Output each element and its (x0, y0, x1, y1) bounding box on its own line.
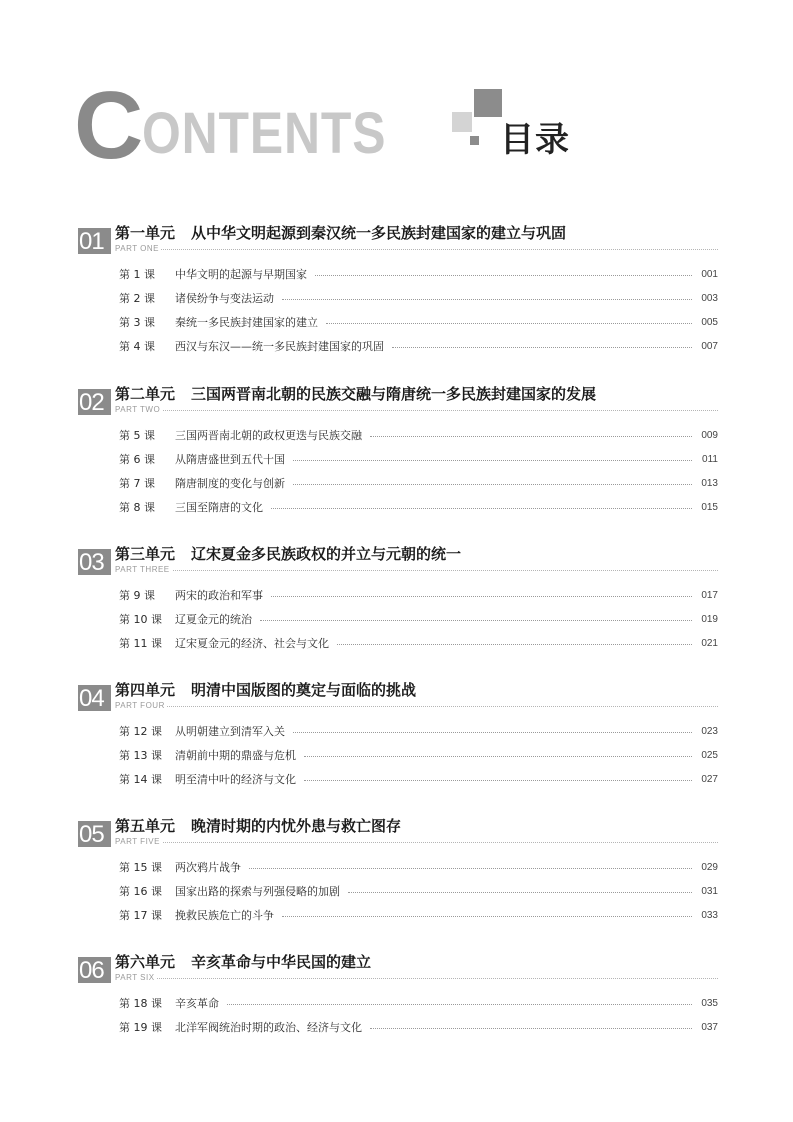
lesson-title: 辽夏金元的统治 (175, 613, 252, 626)
lesson-number: 第 10 课 (119, 613, 162, 626)
lesson-row[interactable] (119, 447, 718, 471)
lesson-row[interactable] (119, 583, 718, 607)
lesson-row[interactable] (119, 991, 718, 1015)
unit-part-label: PART FIVE (115, 837, 160, 846)
lesson-title: 北洋军阀统治时期的政治、经济与文化 (175, 1021, 362, 1034)
unit-part-line (115, 244, 718, 256)
dot-leader (370, 1028, 692, 1029)
lesson-list (119, 855, 718, 927)
lesson-page-number: 005 (701, 316, 718, 328)
lesson-page-number: 021 (701, 637, 718, 649)
lesson-title: 辽宋夏金元的经济、社会与文化 (175, 637, 329, 650)
dot-leader (315, 275, 692, 276)
lesson-title: 隋唐制度的变化与创新 (175, 477, 285, 490)
dotted-divider (115, 842, 718, 843)
unit-title-ordinal: 第五单元 (115, 817, 176, 835)
dot-leader (337, 644, 692, 645)
lesson-page-number: 015 (701, 501, 718, 513)
lesson-page-number: 025 (701, 749, 718, 761)
lesson-row[interactable] (119, 719, 718, 743)
dot-leader (370, 436, 692, 437)
lesson-page-number: 031 (701, 885, 718, 897)
contents-letter-c: C (74, 72, 142, 179)
unit-number-badge: 01 (78, 228, 111, 254)
dot-leader (282, 916, 692, 917)
lesson-number: 第 5 课 (119, 429, 155, 442)
lesson-page-number: 013 (701, 477, 718, 489)
lesson-title: 挽救民族危亡的斗争 (175, 909, 274, 922)
lesson-page-number: 023 (701, 725, 718, 737)
dotted-divider (115, 249, 718, 250)
lesson-list (119, 583, 718, 655)
unit-part-line (115, 837, 718, 849)
lesson-list (119, 262, 718, 358)
lesson-row[interactable] (119, 286, 718, 310)
contents-letters: ONTENTS (142, 101, 387, 166)
unit-number-badge: 02 (78, 389, 111, 415)
unit-title-ordinal: 第四单元 (115, 681, 176, 699)
lesson-number: 第 2 课 (119, 292, 155, 305)
unit-title[interactable] (115, 543, 461, 565)
unit-number-badge: 05 (78, 821, 111, 847)
lesson-title: 中华文明的起源与早期国家 (175, 268, 307, 281)
lesson-page-number: 033 (701, 909, 718, 921)
lesson-row[interactable] (119, 262, 718, 286)
dot-leader (293, 732, 692, 733)
lesson-list (119, 991, 718, 1039)
lesson-number: 第 4 课 (119, 340, 155, 353)
lesson-title: 辛亥革命 (175, 997, 219, 1010)
dotted-divider (115, 978, 718, 979)
unit-title-text: 明清中国版图的奠定与面临的挑战 (191, 681, 417, 699)
lesson-number: 第 16 课 (119, 885, 162, 898)
lesson-title: 从隋唐盛世到五代十国 (175, 453, 285, 466)
unit-number-badge: 04 (78, 685, 111, 711)
dot-leader (304, 756, 692, 757)
unit-title-text: 晚清时期的内忧外患与救亡图存 (191, 817, 402, 835)
lesson-page-number: 029 (701, 861, 718, 873)
lesson-page-number: 003 (701, 292, 718, 304)
unit-title[interactable] (115, 951, 371, 973)
dot-leader (271, 508, 692, 509)
lesson-title: 诸侯纷争与变法运动 (175, 292, 274, 305)
dot-leader (304, 780, 692, 781)
page-title: 目录 (500, 120, 570, 160)
lesson-row[interactable] (119, 767, 718, 791)
decor-square-large (474, 89, 502, 117)
unit-title-text: 辛亥革命与中华民国的建立 (191, 953, 372, 971)
lesson-number: 第 11 课 (119, 637, 162, 650)
unit-part-label: PART SIX (115, 973, 155, 982)
unit-title-text: 辽宋夏金多民族政权的并立与元朝的统一 (191, 545, 462, 563)
dot-leader (249, 868, 692, 869)
unit-title-text: 三国两晋南北朝的民族交融与隋唐统一多民族封建国家的发展 (191, 385, 597, 403)
lesson-title: 两次鸦片战争 (175, 861, 241, 874)
lesson-title: 国家出路的探索与列强侵略的加剧 (175, 885, 340, 898)
lesson-number: 第 7 课 (119, 477, 155, 490)
lesson-page-number: 027 (701, 773, 718, 785)
lesson-title: 两宋的政治和军事 (175, 589, 263, 602)
lesson-number: 第 6 课 (119, 453, 155, 466)
unit-part-label: PART THREE (115, 565, 170, 574)
lesson-list (119, 423, 718, 519)
unit-part-line (115, 405, 718, 417)
dotted-divider (115, 570, 718, 571)
unit-number-badge: 03 (78, 549, 111, 575)
lesson-number: 第 13 课 (119, 749, 162, 762)
dot-leader (392, 347, 692, 348)
dot-leader (293, 484, 692, 485)
unit-part-line (115, 701, 718, 713)
lesson-number: 第 19 课 (119, 1021, 162, 1034)
lesson-title: 清朝前中期的鼎盛与危机 (175, 749, 296, 762)
unit-title[interactable] (115, 815, 401, 837)
lesson-row[interactable] (119, 310, 718, 334)
lesson-page-number: 037 (701, 1021, 718, 1033)
lesson-number: 第 17 课 (119, 909, 162, 922)
unit-part-line (115, 565, 718, 577)
lesson-page-number: 001 (701, 268, 718, 280)
lesson-title: 从明朝建立到清军入关 (175, 725, 285, 738)
lesson-title: 明至清中叶的经济与文化 (175, 773, 296, 786)
lesson-title: 秦统一多民族封建国家的建立 (175, 316, 318, 329)
unit-title[interactable] (115, 383, 596, 405)
lesson-row[interactable] (119, 495, 718, 519)
lesson-row[interactable] (119, 1015, 718, 1039)
lesson-title: 三国至隋唐的文化 (175, 501, 263, 514)
unit-part-label: PART FOUR (115, 701, 165, 710)
lesson-page-number: 035 (701, 997, 718, 1009)
lesson-title: 三国两晋南北朝的政权更迭与民族交融 (175, 429, 362, 442)
lesson-number: 第 15 课 (119, 861, 162, 874)
dot-leader (271, 596, 692, 597)
lesson-row[interactable] (119, 879, 718, 903)
unit-title[interactable] (115, 679, 416, 701)
lesson-row[interactable] (119, 903, 718, 927)
dot-leader (348, 892, 692, 893)
lesson-row[interactable] (119, 607, 718, 631)
lesson-page-number: 007 (701, 340, 718, 352)
unit-part-line (115, 973, 718, 985)
lesson-row[interactable] (119, 423, 718, 447)
dot-leader (227, 1004, 692, 1005)
contents-header (74, 72, 594, 179)
dotted-divider (115, 706, 718, 707)
unit-part-label: PART TWO (115, 405, 161, 414)
lesson-row[interactable] (119, 855, 718, 879)
lesson-number: 第 9 课 (119, 589, 155, 602)
lesson-title: 西汉与东汉——统一多民族封建国家的巩固 (175, 340, 384, 353)
lesson-row[interactable] (119, 631, 718, 655)
lesson-page-number: 009 (701, 429, 718, 441)
lesson-number: 第 12 课 (119, 725, 162, 738)
lesson-row[interactable] (119, 334, 718, 358)
lesson-list (119, 719, 718, 791)
unit-title-ordinal: 第三单元 (115, 545, 176, 563)
lesson-page-number: 011 (702, 453, 718, 465)
decor-square-light (452, 112, 472, 132)
unit-number-badge: 06 (78, 957, 111, 983)
lesson-row[interactable] (119, 471, 718, 495)
decor-square-small (470, 136, 479, 145)
unit-title-ordinal: 第一单元 (115, 224, 176, 242)
lesson-page-number: 019 (701, 613, 718, 625)
dot-leader (326, 323, 692, 324)
unit-title-ordinal: 第六单元 (115, 953, 176, 971)
dot-leader (282, 299, 692, 300)
lesson-number: 第 3 课 (119, 316, 155, 329)
lesson-number: 第 8 课 (119, 501, 155, 514)
dot-leader (293, 460, 692, 461)
lesson-row[interactable] (119, 743, 718, 767)
unit-title-text: 从中华文明起源到秦汉统一多民族封建国家的建立与巩固 (191, 224, 567, 242)
lesson-number: 第 18 课 (119, 997, 162, 1010)
lesson-number: 第 1 课 (119, 268, 155, 281)
dot-leader (260, 620, 692, 621)
dotted-divider (115, 410, 718, 411)
unit-title-ordinal: 第二单元 (115, 385, 176, 403)
unit-title[interactable] (115, 222, 566, 244)
lesson-number: 第 14 课 (119, 773, 162, 786)
lesson-page-number: 017 (701, 589, 718, 601)
unit-part-label: PART ONE (115, 244, 160, 253)
